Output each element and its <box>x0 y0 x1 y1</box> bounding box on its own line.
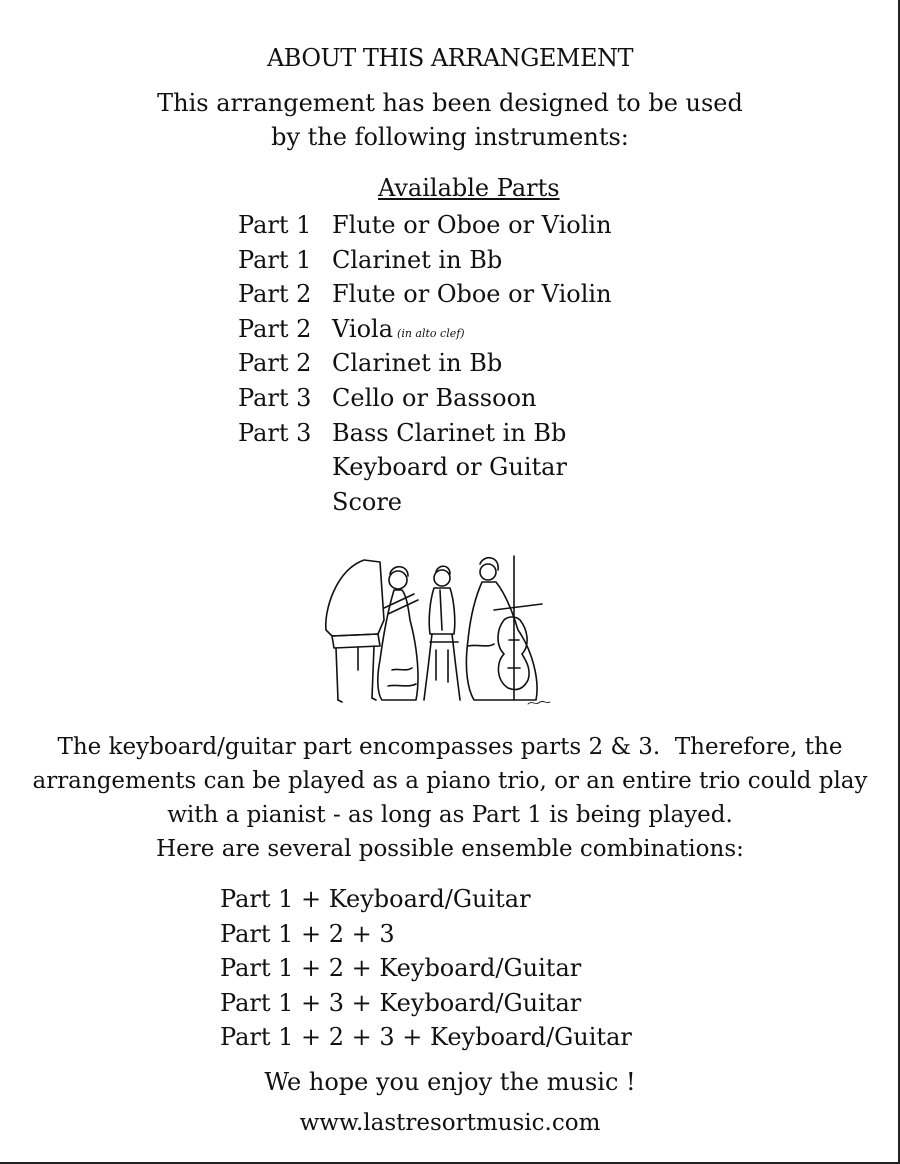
part-instrument: Bass Clarinet in Bb <box>332 418 567 447</box>
parts-heading: Available Parts <box>378 174 560 202</box>
part-number: Part 3 <box>238 383 312 412</box>
paragraph-line-1: The keyboard/guitar part encompasses parts 2 & 3. Therefore, the <box>57 734 843 760</box>
part-row <box>238 346 612 381</box>
part-number: Part 2 <box>238 314 312 343</box>
part-row <box>238 381 612 416</box>
website-url: www.lastresortmusic.com <box>299 1110 601 1136</box>
part-instrument-name: Viola <box>332 314 394 343</box>
combination-item: Part 1 + 3 + Keyboard/Guitar <box>220 988 582 1017</box>
part-row <box>238 208 612 243</box>
part-instrument-note: (in alto clef) <box>397 326 465 340</box>
paragraph-line-3: with a pianist - as long as Part 1 is being played. <box>167 802 733 828</box>
part-number: Part 2 <box>238 349 312 378</box>
part-number: Part 2 <box>238 280 312 309</box>
part-number: Part 1 <box>238 245 312 274</box>
combination-item: Part 1 + Keyboard/Guitar <box>220 885 531 913</box>
part-row <box>238 416 612 451</box>
part-instrument <box>332 315 465 343</box>
part-row <box>238 277 612 312</box>
part-instrument: Keyboard or Guitar <box>332 453 567 482</box>
paragraph-line-2: arrangements can be played as a piano trio, or an entire trio could play <box>32 768 868 794</box>
paragraph-line-4: Here are several possible ensemble combinations: <box>156 836 744 862</box>
combination-list <box>220 882 632 1055</box>
intro-line-1: This arrangement has been designed to be used <box>157 89 743 117</box>
part-instrument: Flute or Oboe or Violin <box>332 280 612 309</box>
combination-item: Part 1 + 2 + 3 + Keyboard/Guitar <box>220 1023 632 1052</box>
part-number: Part 1 <box>238 211 312 239</box>
ensemble-paragraph <box>0 730 900 866</box>
combination-item: Part 1 + 2 + Keyboard/Guitar <box>220 954 582 983</box>
part-instrument: Score <box>332 487 403 516</box>
page-title: ABOUT THIS ARRANGEMENT <box>266 44 634 72</box>
closing-text: We hope you enjoy the music ! <box>264 1068 636 1096</box>
parts-list <box>238 208 612 519</box>
part-instrument: Flute or Oboe or Violin <box>332 211 612 239</box>
combination-item: Part 1 + 2 + 3 <box>220 919 395 948</box>
part-instrument: Clarinet in Bb <box>332 245 503 274</box>
part-row <box>238 450 612 485</box>
part-instrument: Clarinet in Bb <box>332 349 503 378</box>
part-row <box>238 485 612 520</box>
trio-illustration <box>318 550 554 710</box>
intro-line-2: by the following instruments: <box>271 123 629 151</box>
part-row <box>238 243 612 278</box>
part-number: Part 3 <box>238 418 312 447</box>
part-row <box>238 312 612 347</box>
part-instrument: Cello or Bassoon <box>332 383 537 412</box>
intro-text <box>0 86 900 154</box>
